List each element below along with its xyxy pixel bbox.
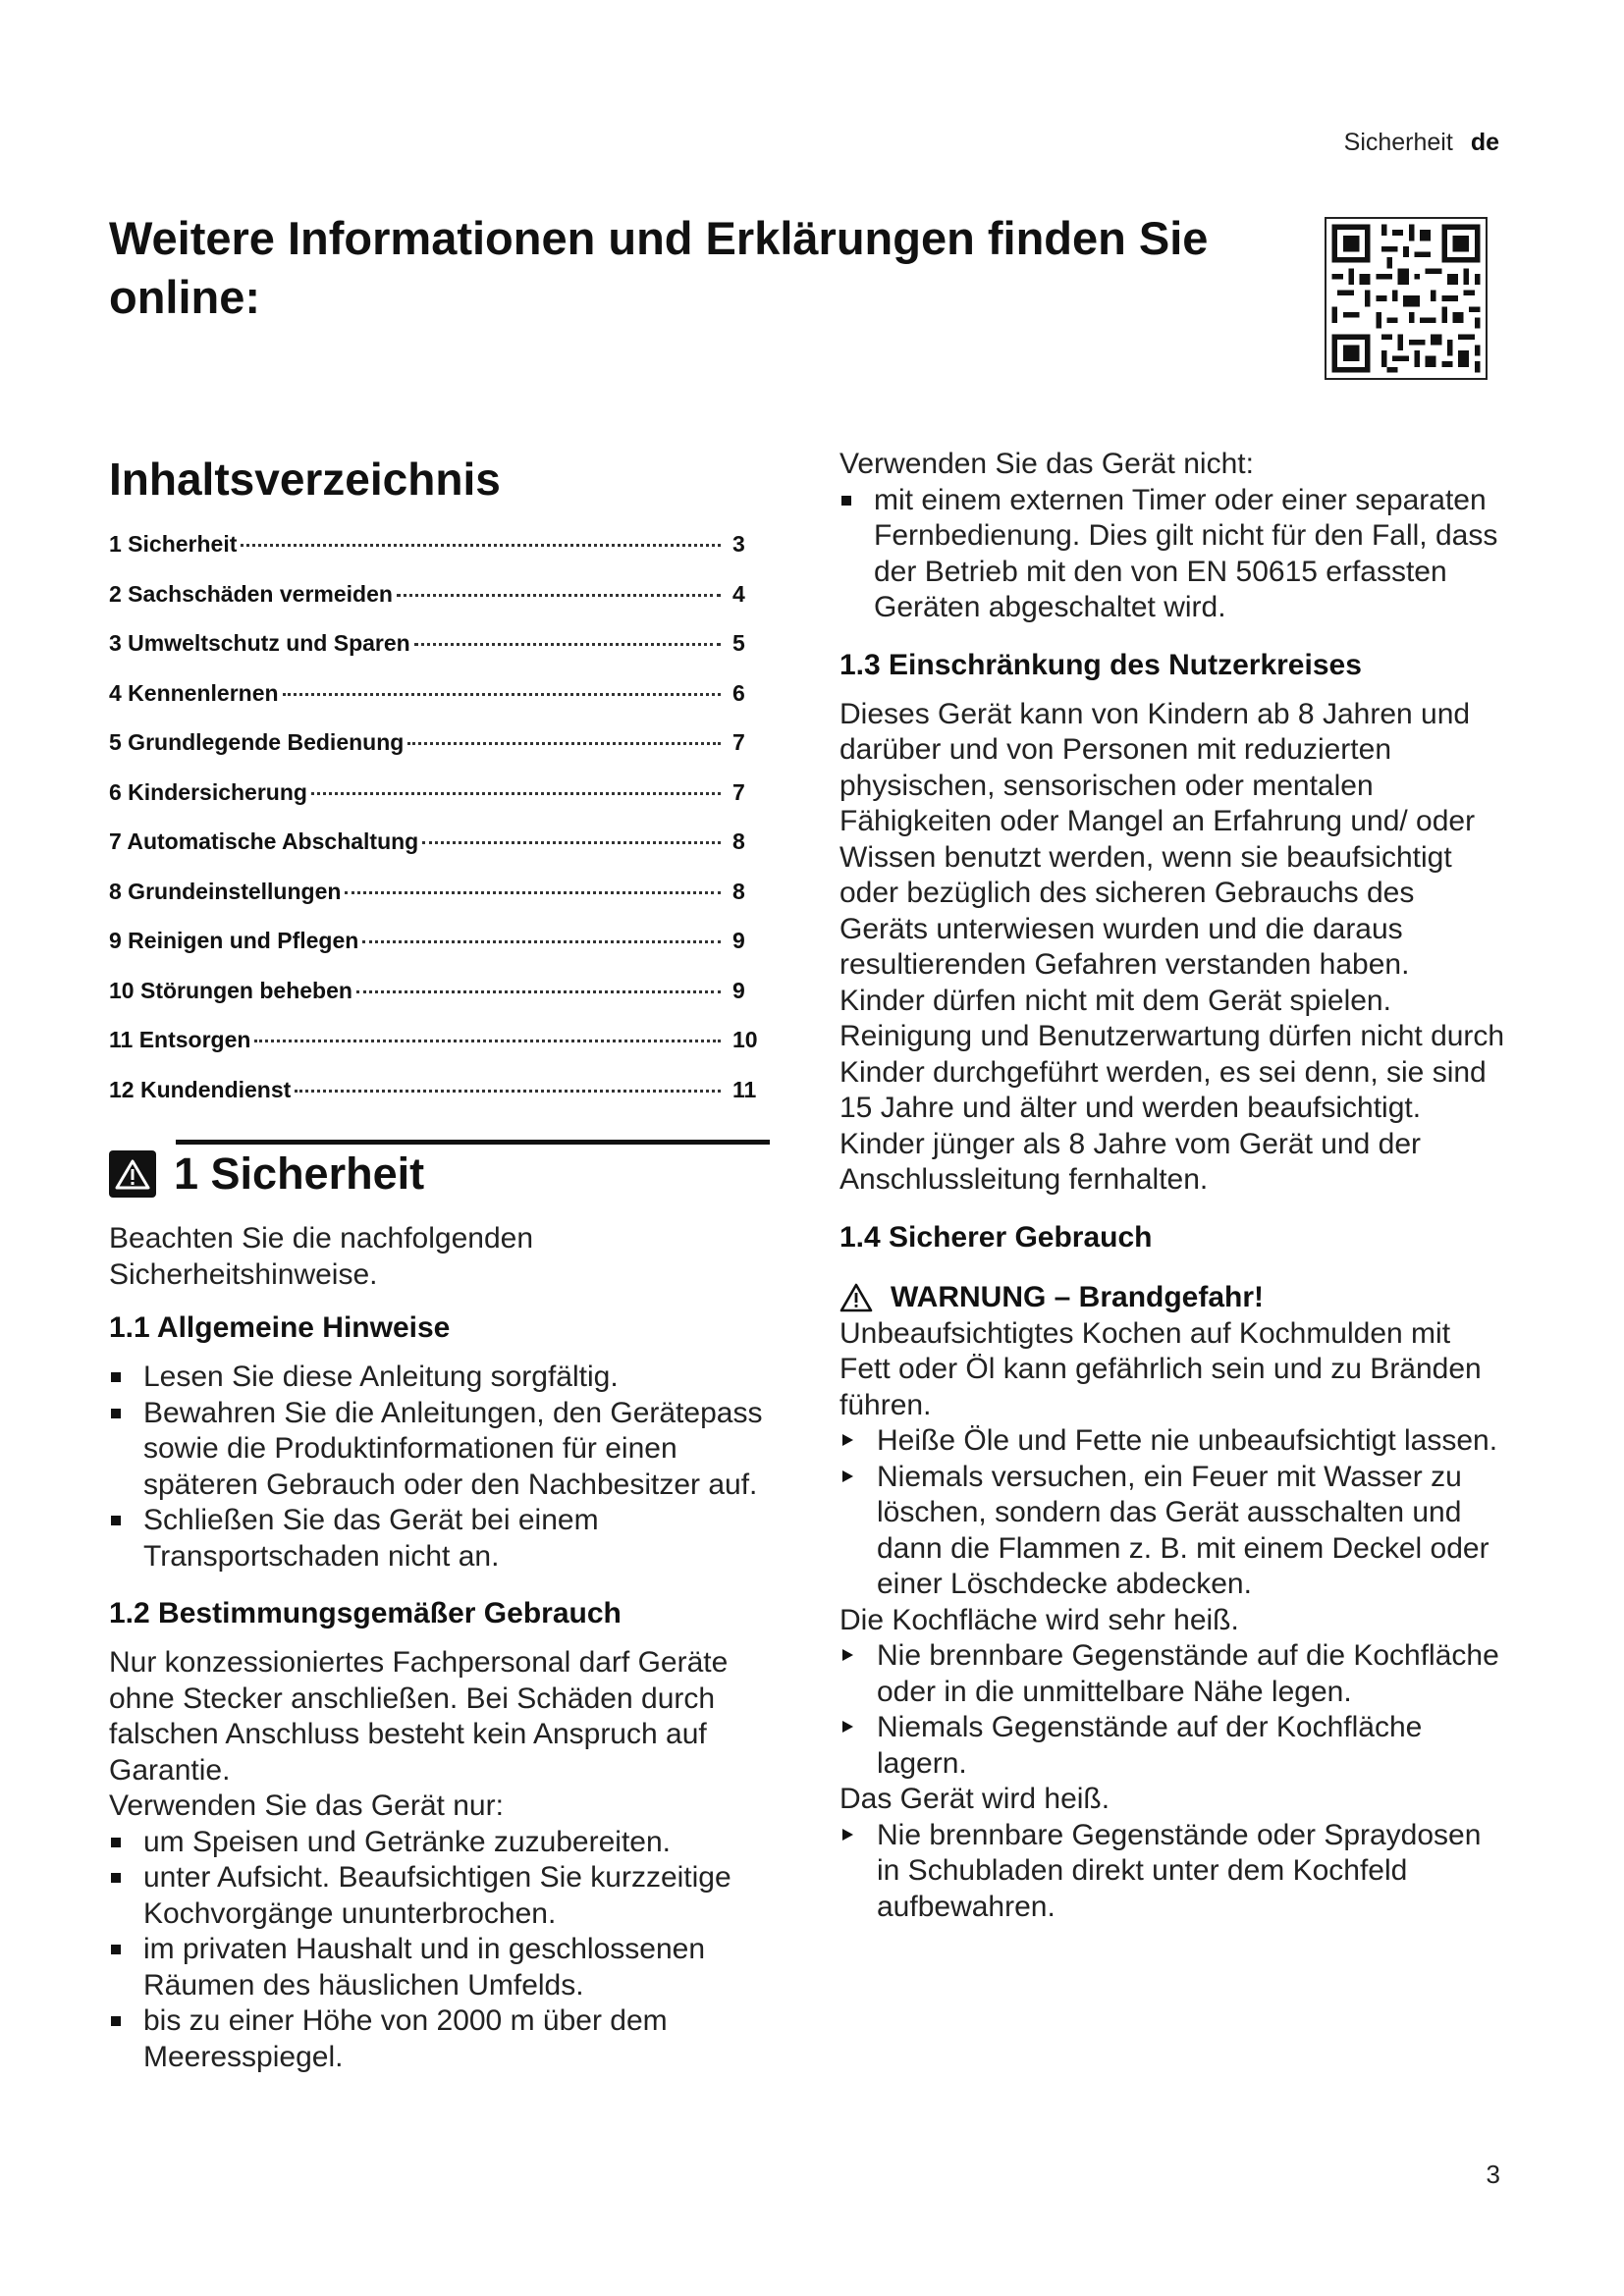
list-item: Niemals versuchen, ein Feuer mit Wasser zu löschen, sondern das Gerät ausschalten und dann die Flammen z. B. mit einem Deckel oder einer Löschdecke abdecken. [839, 1460, 1507, 1603]
list-item: Nie brennbare Gegenstände oder Spraydosen in Schubladen direkt unter dem Kochfeld aufbewahren. [839, 1818, 1507, 1926]
list-item: Nie brennbare Gegenstände auf die Kochfläche oder in die unmittelbare Nähe legen. [839, 1638, 1507, 1710]
square-bullet-icon [111, 1838, 121, 1847]
paragraph: Kinder dürfen nicht mit dem Gerät spielen. [839, 984, 1391, 1017]
toc-item[interactable]: 7 Automatische Abschaltung 8 [109, 828, 745, 854]
subsection-title: 1.2 Bestimmungsgemäßer Gebrauch [109, 1597, 622, 1629]
square-bullet-icon [111, 2016, 121, 2026]
qr-code-icon [1325, 217, 1488, 380]
toc-title: Inhaltsverzeichnis [109, 454, 501, 505]
instruction-list [839, 1423, 1507, 1603]
arrow-bullet-icon [842, 1470, 853, 1482]
toc-item[interactable]: 3 Umweltschutz und Sparen 5 [109, 630, 745, 656]
toc-leader [283, 693, 721, 696]
paragraph: Kinder jünger als 8 Jahre vom Gerät und der Anschlussleitung fernhalten. [839, 1127, 1421, 1196]
online-info-title: Weitere Informationen und Erklärungen finden Sie online: [109, 212, 1209, 323]
toc-leader [345, 891, 721, 894]
toc-leader [414, 643, 721, 646]
toc-leader [356, 990, 721, 993]
section-title: 1 Sicherheit [174, 1148, 425, 1199]
arrow-bullet-icon [842, 1434, 853, 1446]
toc-item[interactable]: 12 Kundendienst 11 [109, 1076, 757, 1102]
list-item: bis zu einer Höhe von 2000 m über dem Meeresspiegel. [109, 2003, 772, 2075]
warning-heading: WARNUNG – Brandgefahr! [839, 1281, 1507, 1314]
section-divider [176, 1140, 770, 1145]
section-intro: Beachten Sie die nachfolgenden Sicherheitshinweise. [109, 1222, 534, 1291]
toc-item[interactable]: 5 Grundlegende Bedienung 7 [109, 729, 745, 755]
list-item: Heiße Öle und Fette nie unbeaufsichtigt lassen. [839, 1423, 1507, 1460]
toc-item[interactable]: 4 Kennenlernen 6 [109, 679, 745, 706]
subsection-title: 1.4 Sicherer Gebrauch [839, 1220, 1153, 1254]
toc-item[interactable]: 1 Sicherheit 3 [109, 531, 745, 557]
square-bullet-icon [111, 1372, 121, 1382]
paragraph: Die Kochfläche wird sehr heiß. [839, 1603, 1239, 1636]
toc-item[interactable]: 8 Grundeinstellungen 8 [109, 878, 745, 904]
bullet-list [839, 483, 1507, 626]
toc-leader [241, 544, 721, 547]
list-item: Lesen Sie diese Anleitung sorgfältig. [109, 1360, 772, 1396]
toc-leader [311, 792, 721, 795]
toc-leader [295, 1090, 721, 1093]
left-column [109, 447, 772, 2075]
paragraph: Unbeaufsichtigtes Kochen auf Kochmulden mit Fett oder Öl kann gefährlich sein und zu Bränden führen. [839, 1316, 1482, 1421]
warning-triangle-icon [839, 1283, 873, 1312]
square-bullet-icon [111, 1409, 121, 1418]
list-item: Schließen Sie das Gerät bei einem Transportschaden nicht an. [109, 1503, 772, 1575]
toc-leader [422, 841, 721, 844]
toc-leader [407, 742, 721, 745]
square-bullet-icon [111, 1516, 121, 1525]
toc-leader [254, 1040, 721, 1042]
toc-item[interactable]: 9 Reinigen und Pflegen 9 [109, 928, 745, 953]
subsection-title: 1.1 Allgemeine Hinweise [109, 1311, 451, 1344]
toc-item[interactable]: 6 Kindersicherung 7 [109, 778, 745, 805]
warning-triangle-icon [109, 1150, 156, 1198]
list-item: mit einem externen Timer oder einer separaten Fernbedienung. Dies gilt nicht für den Fall, dass der Betrieb mit den von EN 50615 erfassten Geräten abgeschaltet wird. [839, 483, 1507, 626]
instruction-list [839, 1818, 1507, 1926]
square-bullet-icon [111, 1873, 121, 1883]
list-item: um Speisen und Getränke zuzubereiten. [109, 1825, 772, 1861]
toc-leader [397, 594, 721, 597]
running-header [1344, 129, 1499, 157]
toc-leader [362, 940, 721, 943]
paragraph: Verwenden Sie das Gerät nicht: [839, 448, 1254, 480]
list-item: im privaten Haushalt und in geschlossenen Räumen des häuslichen Umfelds. [109, 1932, 772, 2003]
list-item: Bewahren Sie die Anleitungen, den Gerätepass sowie die Produktinformationen für einen späteren Gebrauch oder den Nachbesitzer auf. [109, 1396, 772, 1504]
bullet-list [109, 1360, 772, 1575]
right-column [839, 447, 1507, 1925]
page-number: 3 [1486, 2160, 1500, 2189]
list-item: unter Aufsicht. Beaufsichtigen Sie kurzzeitige Kochvorgänge ununterbrochen. [109, 1860, 772, 1932]
arrow-bullet-icon [842, 1649, 853, 1661]
toc-item[interactable]: 10 Störungen beheben 9 [109, 977, 745, 1003]
paragraph: Reinigung und Benutzerwartung dürfen nicht durch Kinder durchgeführt werden, es sei denn, sie sind 15 Jahre und älter und werden beaufsichtigt. [839, 1020, 1505, 1124]
arrow-bullet-icon [842, 1721, 853, 1733]
bullet-list [109, 1825, 772, 2076]
section-heading [109, 1148, 772, 1200]
toc-item[interactable]: 11 Entsorgen 10 [109, 1027, 758, 1052]
square-bullet-icon [111, 1945, 121, 1954]
header-language: de [1470, 129, 1499, 156]
square-bullet-icon [841, 496, 851, 506]
instruction-list [839, 1638, 1507, 1782]
paragraph: Dieses Gerät kann von Kindern ab 8 Jahren und darüber und von Personen mit reduzierten physischen, sensorischen oder mentalen Fähigkeiten oder Mangel an Erfahrung und/ oder Wissen benutzt werden, wenn sie beaufsichtigt oder bezüglich des sicheren Gebrauchs des Geräts unterwiesen wurden und die daraus resultierenden Gefahren verstanden haben. [839, 697, 1476, 981]
toc-item[interactable]: 2 Sachschäden vermeiden 4 [109, 580, 745, 607]
paragraph: Das Gerät wird heiß. [839, 1783, 1110, 1815]
list-item: Niemals Gegenstände auf der Kochfläche lagern. [839, 1710, 1507, 1782]
paragraph: Verwenden Sie das Gerät nur: [109, 1789, 504, 1822]
paragraph: Nur konzessioniertes Fachpersonal darf Geräte ohne Stecker anschließen. Bei Schäden durch falschen Anschluss besteht kein Anspruch auf Garantie. [109, 1646, 729, 1787]
header-section: Sicherheit [1343, 129, 1453, 156]
arrow-bullet-icon [842, 1829, 853, 1841]
subsection-title: 1.3 Einschränkung des Nutzerkreises [839, 648, 1362, 681]
